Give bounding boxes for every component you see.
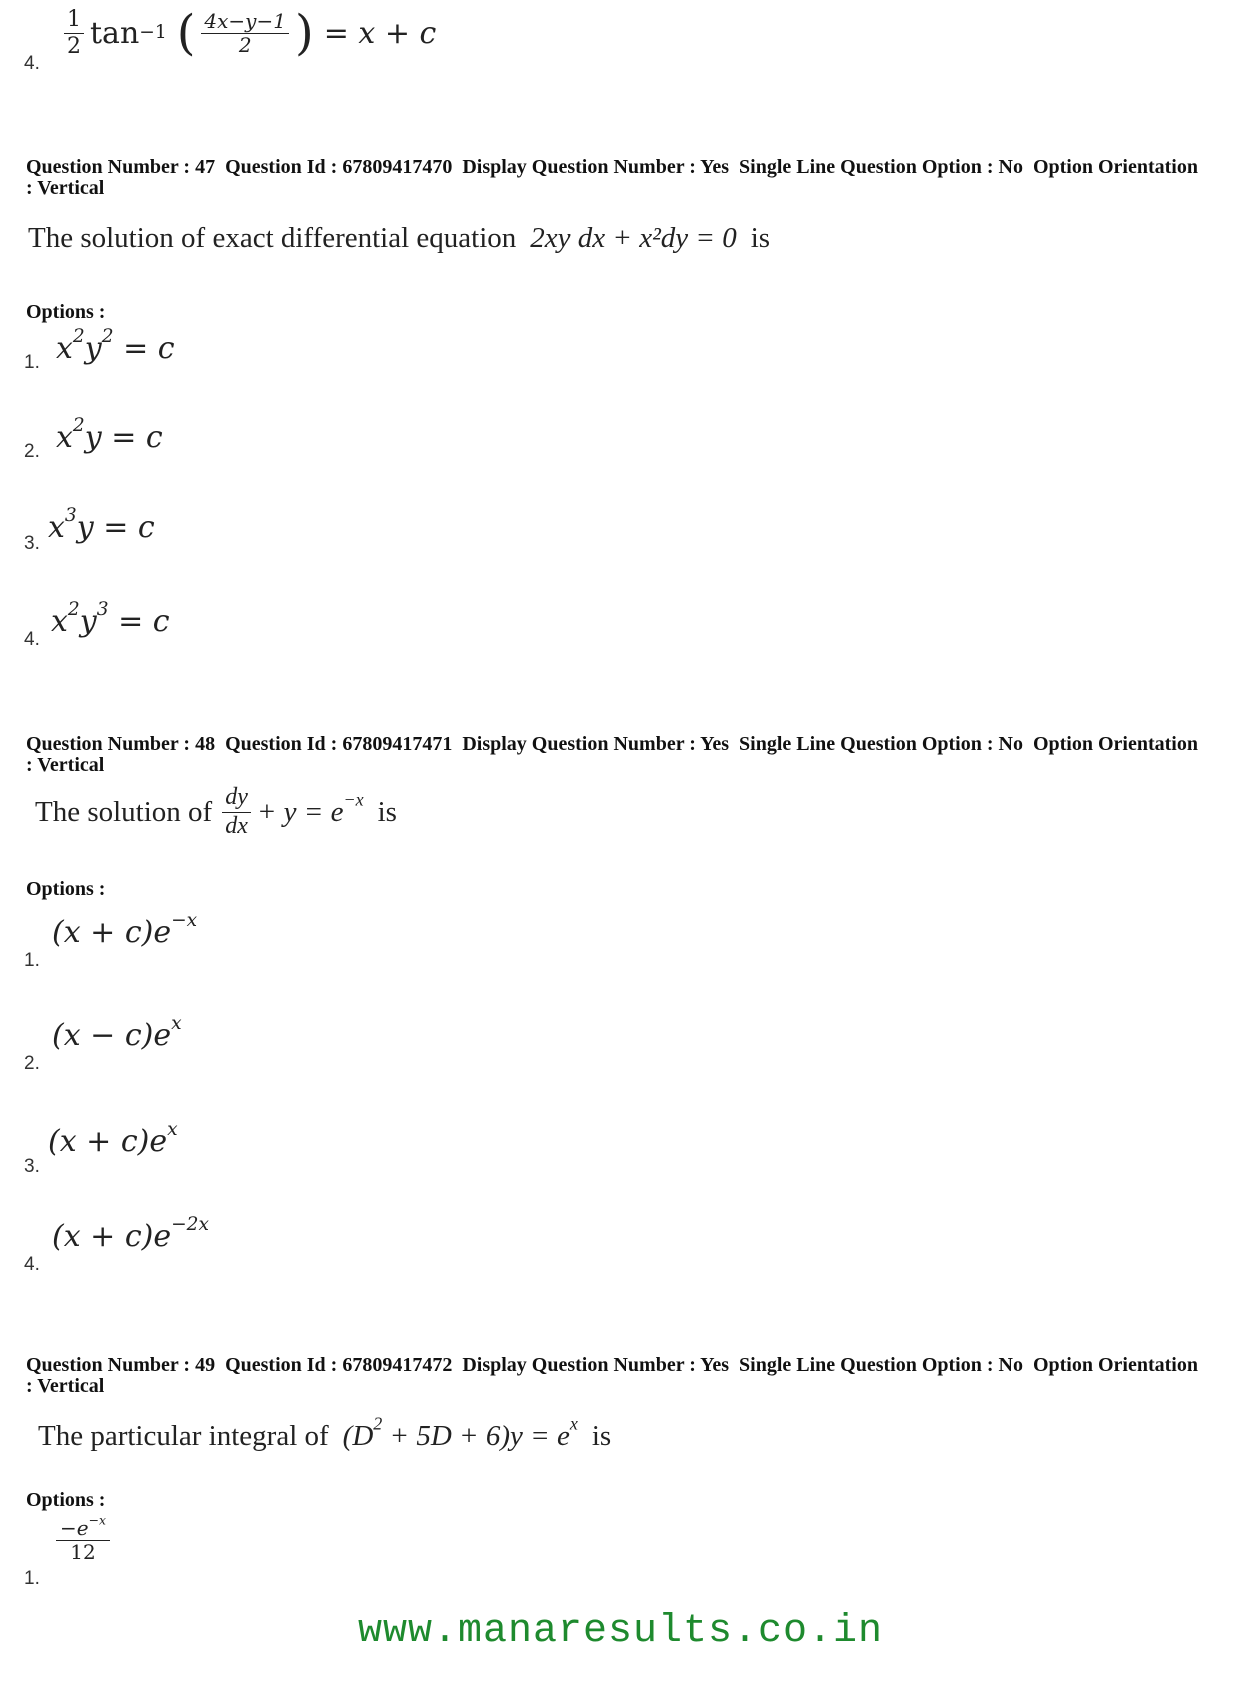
- options-label: Options :: [26, 1489, 106, 1511]
- fraction: [56, 1512, 110, 1564]
- fraction: [222, 784, 251, 840]
- option-formula: $x^3y = c$: [48, 505, 155, 545]
- option-number: 4.: [24, 629, 40, 650]
- option-number: 4.: [24, 53, 40, 74]
- numerator: dy: [222, 784, 251, 813]
- stem-tail: is: [750, 222, 771, 254]
- option-formula: $x^2y^2 = c$: [56, 326, 175, 366]
- option-number: 1.: [24, 352, 40, 373]
- option-formula: $\frac{1}{2}$ tan −1 ( $\frac{4x-y-1}{2}$ ) = x + c: [58, 0, 436, 66]
- option-number: 1.: [24, 950, 40, 971]
- option-number: 3.: [24, 533, 40, 554]
- rhs: = x + c: [323, 15, 437, 51]
- option-number: 4.: [24, 1254, 40, 1275]
- question-stem: [28, 222, 770, 255]
- options-label: Options :: [26, 301, 106, 323]
- option-formula: $x^2y^3 = c$: [51, 599, 170, 639]
- question-stem: [38, 1413, 612, 1453]
- option-formula: $(x + c)e^x$: [48, 1119, 178, 1159]
- question-meta: Question Number : 49 Question Id : 67809417472 Display Question Number : Yes Single Line Question Option : No Option Orientation : Vertical: [26, 1354, 1203, 1397]
- stem-tail: is: [591, 1420, 612, 1452]
- denominator: 2: [67, 33, 81, 59]
- option-formula: $(x - c)e^x$: [52, 1013, 182, 1053]
- denominator: dx: [225, 812, 248, 839]
- fraction: [201, 10, 289, 57]
- options-label: Options :: [26, 878, 106, 900]
- stem-text: The solution of: [35, 795, 213, 828]
- option-formula: $x^2y = c$: [56, 415, 163, 455]
- option-number: 2.: [24, 1053, 40, 1074]
- option-number: 3.: [24, 1156, 40, 1177]
- numerator: $-e^{-x}$: [56, 1517, 110, 1541]
- fraction: [64, 7, 84, 59]
- option-number: 1.: [24, 1568, 40, 1589]
- stem-math: $(D^2 + 5D + 6)y = e^x$: [342, 1413, 578, 1452]
- stem-math: 2xy dx + x²dy = 0: [530, 222, 737, 254]
- numerator: 1: [64, 7, 84, 33]
- question-stem: [35, 784, 397, 840]
- question-meta: Question Number : 47 Question Id : 67809417470 Display Question Number : Yes Single Line Question Option : No Option Orientation : Vertical: [26, 156, 1203, 199]
- numerator: 4x−y−1: [201, 10, 289, 34]
- option-formula: $(x + c)e^{-x}$: [52, 910, 198, 950]
- option-formula: $(x + c)e^{-2x}$: [52, 1214, 209, 1254]
- stem-text: The particular integral of: [38, 1420, 329, 1452]
- question-meta: Question Number : 48 Question Id : 67809417471 Display Question Number : Yes Single Line Question Option : No Option Orientation : Vertical: [26, 733, 1203, 776]
- stem-math: + $y = e^{-x}$: [256, 789, 364, 828]
- denominator: 12: [70, 1540, 96, 1564]
- watermark-url: www.manaresults.co.in: [357, 1609, 884, 1654]
- option-number: 2.: [24, 441, 40, 462]
- function-name: tan: [90, 15, 140, 51]
- stem-tail: is: [377, 795, 397, 828]
- denominator: 2: [238, 32, 252, 57]
- option-formula: [56, 1512, 110, 1564]
- stem-text: The solution of exact differential equation: [28, 222, 517, 254]
